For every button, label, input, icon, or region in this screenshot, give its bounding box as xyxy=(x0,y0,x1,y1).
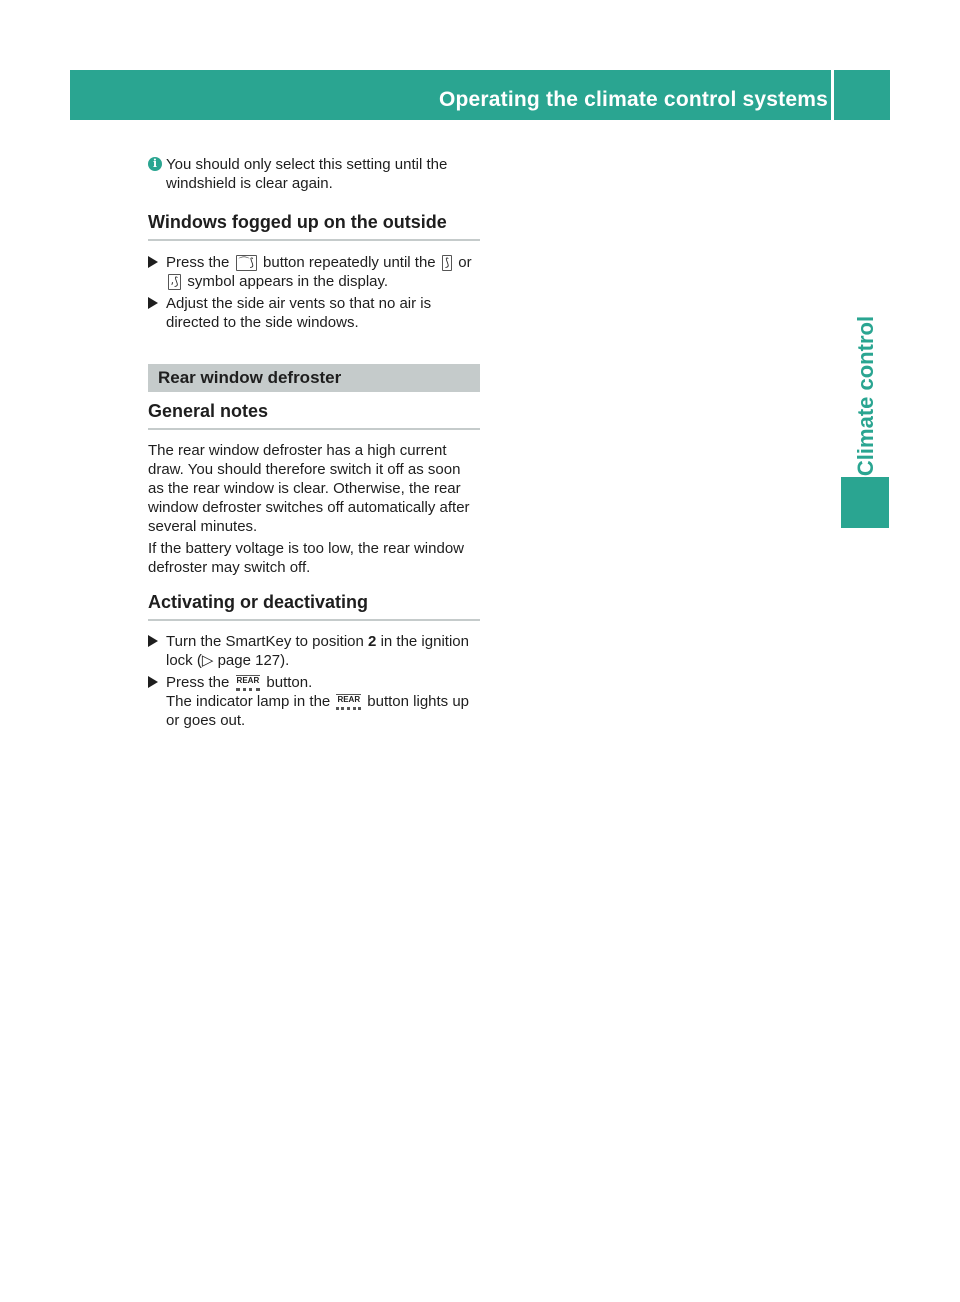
paragraph-battery-voltage: If the battery voltage is too low, the rear window defroster may switch off. xyxy=(148,540,465,576)
page-ref-arrow: ▷ xyxy=(201,652,214,669)
heading-windows-fogged: Windows fogged up on the outside xyxy=(148,213,480,241)
airflow-button-icon: ⌒⟆ xyxy=(236,255,257,271)
header-bar xyxy=(70,70,948,120)
header-divider xyxy=(831,70,834,120)
step-arrow-icon xyxy=(148,635,158,647)
info-icon: i xyxy=(148,157,162,171)
section-band-rear-window-defroster: Rear window defroster xyxy=(148,364,480,392)
side-tab-block xyxy=(841,477,889,528)
info-note xyxy=(148,155,480,193)
step-press-rear-defroster: Press the REAR button. The indicator lamp in the REAR button lights up or goes out. xyxy=(148,673,480,730)
side-tab-label: Climate control xyxy=(853,315,878,477)
rear-defroster-icon: REAR xyxy=(336,694,361,710)
step-arrow-icon xyxy=(148,256,158,268)
page-reference-link[interactable]: page 127). xyxy=(217,652,290,669)
step-press-airflow: Press the ⌒⟆ button repeatedly until the ⟆ or ⸴⟆ symbol appears in the display. xyxy=(148,253,480,291)
rear-defroster-icon: REAR xyxy=(236,675,261,691)
windshield-side-airflow-icon: ⸴⟆ xyxy=(168,274,181,290)
step-adjust-vents: Adjust the side air vents so that no air is directed to the side windows. xyxy=(148,294,480,332)
step-arrow-icon xyxy=(148,676,158,688)
heading-activating: Activating or deactivating xyxy=(148,593,480,621)
step-arrow-icon xyxy=(148,297,158,309)
paragraph-high-current: The rear window defroster has a high current draw. You should therefore switch it off as soon as the rear window is clear. Otherwise, the rear window defroster switches off automatically after several minutes. xyxy=(148,442,470,535)
heading-general-notes: General notes xyxy=(148,402,480,430)
info-note-text: You should only select this setting until the windshield is clear again. xyxy=(166,156,448,192)
step-turn-smartkey: Turn the SmartKey to position 2 in the ignition lock (▷ page 127). xyxy=(148,632,480,670)
windshield-airflow-icon: ⟆ xyxy=(442,255,452,271)
page-number: 123 xyxy=(916,90,948,110)
page-title: Operating the climate control systems xyxy=(438,88,828,111)
content xyxy=(148,155,480,730)
